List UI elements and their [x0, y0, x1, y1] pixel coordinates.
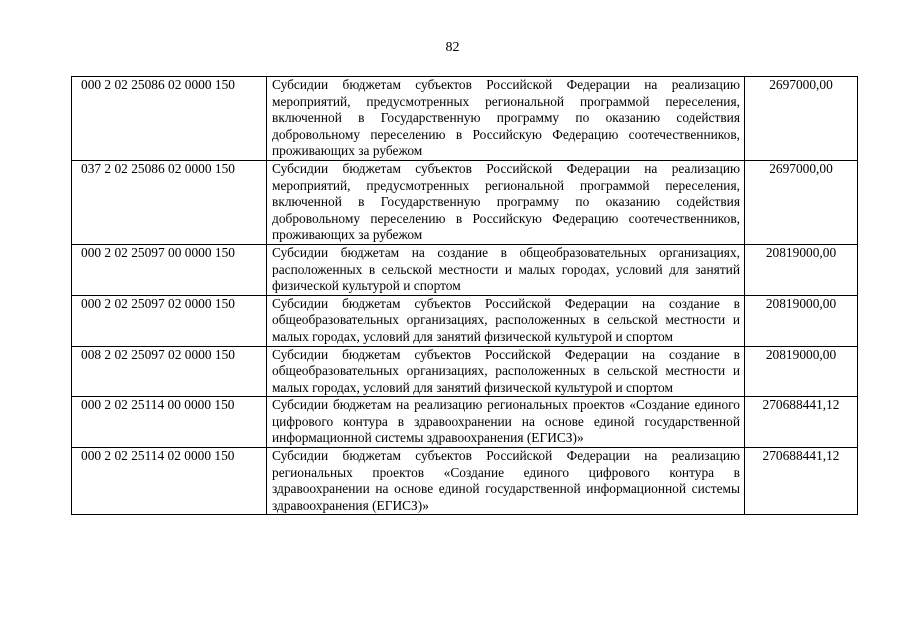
table-row [72, 160, 858, 244]
table-row [72, 244, 858, 295]
amount-value: 20819000,00 [745, 295, 858, 346]
table-row [72, 448, 858, 515]
amount-value: 270688441,12 [745, 448, 858, 515]
budget-classification-code: 000 2 02 25086 02 0000 150 [72, 77, 267, 161]
table-row [72, 77, 858, 161]
table-row [72, 397, 858, 448]
budget-classification-code: 000 2 02 25114 00 0000 150 [72, 397, 267, 448]
budget-classification-code: 008 2 02 25097 02 0000 150 [72, 346, 267, 397]
budget-classification-code: 037 2 02 25086 02 0000 150 [72, 160, 267, 244]
revenue-description: Субсидии бюджетам субъектов Российской Федерации на реализацию мероприятий, предусмотренных региональной программой переселения, включенной в Государственную программу по оказанию содействия добровольному переселению в Российскую Федерацию соотечественников, проживающих за рубежом [267, 160, 745, 244]
revenue-description: Субсидии бюджетам субъектов Российской Федерации на реализацию мероприятий, предусмотренных региональной программой переселения, включенной в Государственную программу по оказанию содействия добровольному переселению в Российскую Федерацию соотечественников, проживающих за рубежом [267, 77, 745, 161]
budget-classification-code: 000 2 02 25097 00 0000 150 [72, 244, 267, 295]
revenue-description: Субсидии бюджетам на реализацию региональных проектов «Создание единого цифрового контура в здравоохранении на основе единой государственной информационной системы здравоохранения (ЕГИСЗ)» [267, 397, 745, 448]
amount-value: 20819000,00 [745, 244, 858, 295]
amount-value: 2697000,00 [745, 77, 858, 161]
revenue-description: Субсидии бюджетам субъектов Российской Федерации на создание в общеобразовательных организациях, расположенных в сельской местности и малых городах, условий для занятий физической культурой и спортом [267, 295, 745, 346]
budget-revenue-table [71, 76, 858, 515]
amount-value: 20819000,00 [745, 346, 858, 397]
budget-classification-code: 000 2 02 25114 02 0000 150 [72, 448, 267, 515]
amount-value: 2697000,00 [745, 160, 858, 244]
revenue-description: Субсидии бюджетам на создание в общеобразовательных организациях, расположенных в сельской местности и малых городах, условий для занятий физической культурой и спортом [267, 244, 745, 295]
amount-value: 270688441,12 [745, 397, 858, 448]
revenue-description: Субсидии бюджетам субъектов Российской Федерации на реализацию региональных проектов «Создание единого цифрового контура в здравоохранении на основе единой государственной информационной системы здравоохранения (ЕГИСЗ)» [267, 448, 745, 515]
budget-classification-code: 000 2 02 25097 02 0000 150 [72, 295, 267, 346]
page-number: 82 [445, 40, 460, 55]
table-row [72, 295, 858, 346]
revenue-description: Субсидии бюджетам субъектов Российской Федерации на создание в общеобразовательных организациях, расположенных в сельской местности и малых городах, условий для занятий физической культурой и спортом [267, 346, 745, 397]
table-row [72, 346, 858, 397]
